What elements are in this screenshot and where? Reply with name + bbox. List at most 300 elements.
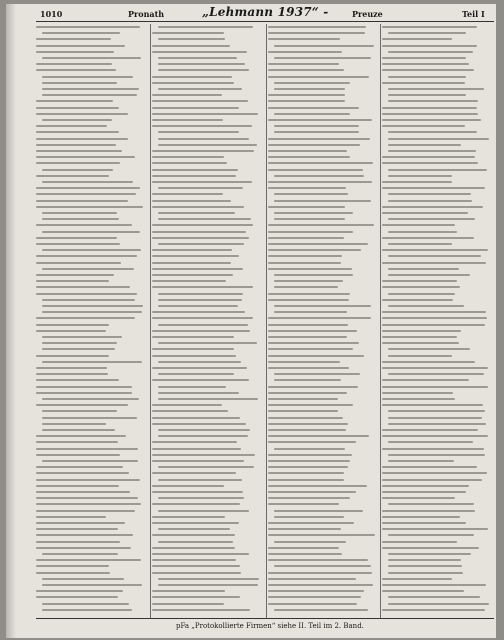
illegible-entry-line xyxy=(388,231,457,233)
illegible-entry-line xyxy=(268,355,364,357)
illegible-entry-line xyxy=(268,547,339,549)
illegible-entry-line xyxy=(382,26,477,28)
illegible-entry-line xyxy=(36,255,137,257)
illegible-entry-line xyxy=(36,373,108,375)
illegible-entry-line xyxy=(152,441,237,443)
illegible-entry-line xyxy=(388,169,487,171)
illegible-entry-line xyxy=(268,224,374,226)
illegible-entry-line xyxy=(274,379,341,381)
illegible-entry-line xyxy=(268,69,344,71)
illegible-entry-line xyxy=(268,187,346,189)
illegible-entry-line xyxy=(36,125,107,127)
illegible-entry-line xyxy=(268,460,350,462)
illegible-entry-line xyxy=(36,528,118,530)
illegible-entry-line xyxy=(388,596,480,598)
illegible-entry-line xyxy=(382,224,455,226)
illegible-entry-line xyxy=(268,590,364,592)
illegible-entry-line xyxy=(268,299,349,301)
illegible-entry-line xyxy=(268,255,342,257)
illegible-entry-line xyxy=(36,138,128,140)
illegible-entry-line xyxy=(36,286,130,288)
illegible-entry-line xyxy=(382,404,483,406)
illegible-entry-line xyxy=(42,169,113,171)
illegible-entry-line xyxy=(268,26,366,28)
illegible-entry-line xyxy=(36,565,109,567)
illegible-entry-line xyxy=(36,541,120,543)
illegible-entry-line xyxy=(274,541,346,543)
illegible-entry-line xyxy=(152,460,244,462)
header-rule xyxy=(36,21,494,22)
illegible-entry-line xyxy=(382,107,477,109)
illegible-entry-line xyxy=(268,317,371,319)
illegible-entry-line xyxy=(152,348,234,350)
illegible-entry-line xyxy=(268,485,367,487)
illegible-entry-line xyxy=(152,113,258,115)
illegible-entry-line xyxy=(274,280,343,282)
illegible-entry-line xyxy=(158,510,249,512)
illegible-entry-line xyxy=(42,348,115,350)
illegible-entry-line xyxy=(268,392,347,394)
illegible-entry-line xyxy=(268,150,347,152)
illegible-entry-line xyxy=(42,311,142,313)
illegible-entry-line xyxy=(268,138,370,140)
directory-page xyxy=(6,4,496,638)
illegible-entry-line xyxy=(36,175,109,177)
illegible-entry-line xyxy=(158,578,259,580)
illegible-entry-line xyxy=(152,107,239,109)
illegible-entry-line xyxy=(268,119,372,121)
illegible-entry-line xyxy=(274,218,345,220)
illegible-entry-line xyxy=(388,131,477,133)
binding-shadow xyxy=(6,4,16,638)
illegible-entry-line xyxy=(388,268,459,270)
illegible-entry-line xyxy=(268,466,348,468)
illegible-entry-line xyxy=(36,404,128,406)
illegible-entry-line xyxy=(268,386,358,388)
illegible-entry-line xyxy=(382,609,485,611)
illegible-entry-line xyxy=(36,131,119,133)
illegible-entry-line xyxy=(152,317,253,319)
illegible-entry-line xyxy=(388,193,471,195)
illegible-entry-line xyxy=(268,423,348,425)
illegible-entry-line xyxy=(36,38,111,40)
illegible-entry-line xyxy=(158,293,243,295)
illegible-entry-line xyxy=(388,373,484,375)
illegible-entry-line xyxy=(42,218,119,220)
illegible-entry-line xyxy=(36,503,141,505)
illegible-entry-line xyxy=(268,429,346,431)
illegible-entry-line xyxy=(36,274,114,276)
illegible-entry-line xyxy=(158,212,235,214)
illegible-entry-line xyxy=(36,379,119,381)
illegible-entry-line xyxy=(388,410,485,412)
illegible-entry-line xyxy=(382,237,474,239)
illegible-entry-line xyxy=(382,379,469,381)
illegible-entry-line xyxy=(274,516,344,518)
illegible-entry-line xyxy=(36,224,132,226)
illegible-entry-line xyxy=(382,528,488,530)
illegible-entry-line xyxy=(36,435,126,437)
illegible-entry-line xyxy=(382,541,457,543)
illegible-entry-line xyxy=(36,479,140,481)
illegible-entry-line xyxy=(158,361,241,363)
illegible-entry-line xyxy=(36,262,121,264)
illegible-entry-line xyxy=(152,603,224,605)
illegible-entry-line xyxy=(382,45,477,47)
illegible-entry-line xyxy=(268,497,350,499)
illegible-entry-line xyxy=(152,547,235,549)
illegible-entry-line xyxy=(42,423,106,425)
illegible-entry-line xyxy=(152,45,230,47)
illegible-entry-line xyxy=(268,578,356,580)
illegible-entry-line xyxy=(152,286,253,288)
illegible-entry-line xyxy=(36,497,138,499)
illegible-entry-line xyxy=(268,553,342,555)
illegible-entry-line xyxy=(36,466,123,468)
illegible-entry-line xyxy=(42,249,141,251)
illegible-entry-line xyxy=(388,100,478,102)
illegible-entry-line xyxy=(36,572,110,574)
header-left-keyword: Pronath xyxy=(128,9,165,19)
illegible-entry-line xyxy=(36,472,129,474)
illegible-entry-line xyxy=(42,553,118,555)
illegible-entry-line xyxy=(36,367,107,369)
illegible-entry-line xyxy=(158,584,258,586)
column-2 xyxy=(152,24,264,618)
illegible-entry-line xyxy=(268,559,368,561)
footer-note: pFa „Protokollierte Firmen“ siehe II. Teil im 2. Band. xyxy=(176,622,364,630)
illegible-entry-line xyxy=(382,491,466,493)
illegible-entry-line xyxy=(36,51,114,53)
illegible-entry-line xyxy=(36,355,109,357)
illegible-entry-line xyxy=(36,454,120,456)
illegible-entry-line xyxy=(382,262,486,264)
illegible-entry-line xyxy=(42,268,134,270)
illegible-entry-line xyxy=(388,218,475,220)
illegible-entry-line xyxy=(268,32,365,34)
illegible-entry-line xyxy=(274,131,359,133)
illegible-entry-line xyxy=(42,57,141,59)
directory-columns xyxy=(36,24,494,618)
illegible-entry-line xyxy=(158,435,248,437)
illegible-entry-line xyxy=(382,330,461,332)
illegible-entry-line xyxy=(268,243,368,245)
illegible-entry-line xyxy=(158,466,254,468)
illegible-entry-line xyxy=(36,113,128,115)
illegible-entry-line xyxy=(268,404,353,406)
illegible-entry-line xyxy=(382,69,474,71)
illegible-entry-line xyxy=(388,559,461,561)
illegible-entry-line xyxy=(158,429,250,431)
illegible-entry-line xyxy=(152,231,246,233)
illegible-entry-line xyxy=(158,63,245,65)
illegible-entry-line xyxy=(36,100,113,102)
illegible-entry-line xyxy=(36,193,136,195)
illegible-entry-line xyxy=(42,429,115,431)
illegible-entry-line xyxy=(388,503,474,505)
illegible-entry-line xyxy=(158,187,243,189)
illegible-entry-line xyxy=(152,76,232,78)
illegible-entry-line xyxy=(382,125,465,127)
illegible-entry-line xyxy=(36,516,106,518)
illegible-entry-line xyxy=(268,528,341,530)
illegible-entry-line xyxy=(382,547,479,549)
illegible-entry-line xyxy=(382,38,452,40)
illegible-entry-line xyxy=(36,107,119,109)
illegible-entry-line xyxy=(152,516,225,518)
illegible-entry-line xyxy=(152,150,254,152)
illegible-entry-line xyxy=(388,305,464,307)
illegible-entry-line xyxy=(152,262,231,264)
illegible-entry-line xyxy=(274,113,350,115)
illegible-entry-line xyxy=(268,441,356,443)
illegible-entry-line xyxy=(382,386,488,388)
header-right-keyword: Preuze xyxy=(352,9,383,19)
illegible-entry-line xyxy=(36,510,135,512)
illegible-entry-line xyxy=(382,398,455,400)
illegible-entry-line xyxy=(268,472,344,474)
illegible-entry-line xyxy=(158,88,242,90)
illegible-entry-line xyxy=(388,553,471,555)
illegible-entry-line xyxy=(36,69,116,71)
illegible-entry-line xyxy=(274,125,359,127)
illegible-entry-line xyxy=(36,45,125,47)
illegible-entry-line xyxy=(274,212,353,214)
illegible-entry-line xyxy=(274,45,374,47)
illegible-entry-line xyxy=(274,88,345,90)
illegible-entry-line xyxy=(268,206,345,208)
illegible-entry-line xyxy=(382,472,487,474)
illegible-entry-line xyxy=(388,32,466,34)
illegible-entry-line xyxy=(152,491,243,493)
illegible-entry-line xyxy=(268,361,340,363)
illegible-entry-line xyxy=(268,324,348,326)
illegible-entry-line xyxy=(158,479,242,481)
illegible-entry-line xyxy=(42,305,143,307)
illegible-entry-line xyxy=(268,63,339,65)
illegible-entry-line xyxy=(42,231,140,233)
illegible-entry-line xyxy=(152,311,245,313)
illegible-entry-line xyxy=(42,32,120,34)
illegible-entry-line xyxy=(36,491,130,493)
illegible-entry-line xyxy=(36,200,128,202)
illegible-entry-line xyxy=(382,249,488,251)
illegible-entry-line xyxy=(382,206,483,208)
illegible-entry-line xyxy=(36,324,109,326)
illegible-entry-line xyxy=(268,596,361,598)
page-header xyxy=(6,4,496,26)
illegible-entry-line xyxy=(152,100,248,102)
illegible-entry-line xyxy=(42,299,135,301)
illegible-entry-line xyxy=(36,448,138,450)
illegible-entry-line xyxy=(382,485,469,487)
illegible-entry-line xyxy=(382,286,460,288)
illegible-entry-line xyxy=(36,26,140,28)
illegible-entry-line xyxy=(36,596,118,598)
illegible-entry-line xyxy=(158,386,226,388)
illegible-entry-line xyxy=(152,534,235,536)
illegible-entry-line xyxy=(152,590,225,592)
illegible-entry-line xyxy=(36,547,131,549)
illegible-entry-line xyxy=(382,590,464,592)
illegible-entry-line xyxy=(388,51,473,53)
page-number: 1010 xyxy=(40,9,63,19)
illegible-entry-line xyxy=(158,69,249,71)
illegible-entry-line xyxy=(274,510,363,512)
illegible-entry-line xyxy=(382,435,488,437)
illegible-entry-line xyxy=(388,565,462,567)
illegible-entry-line xyxy=(152,367,247,369)
illegible-entry-line xyxy=(42,361,142,363)
column-divider xyxy=(380,24,381,618)
header-title: „Lehmann 1937“ - xyxy=(202,5,329,19)
illegible-entry-line xyxy=(388,603,489,605)
illegible-entry-line xyxy=(36,280,109,282)
illegible-entry-line xyxy=(42,460,138,462)
illegible-entry-line xyxy=(382,336,457,338)
illegible-entry-line xyxy=(268,38,340,40)
illegible-entry-line xyxy=(388,293,455,295)
illegible-entry-line xyxy=(152,336,234,338)
illegible-entry-line xyxy=(152,94,222,96)
illegible-entry-line xyxy=(388,243,452,245)
illegible-entry-line xyxy=(388,76,466,78)
illegible-entry-line xyxy=(42,119,112,121)
illegible-entry-line xyxy=(152,255,239,257)
illegible-entry-line xyxy=(388,94,466,96)
illegible-entry-line xyxy=(382,187,485,189)
illegible-entry-line xyxy=(388,348,470,350)
illegible-entry-line xyxy=(388,144,461,146)
illegible-entry-line xyxy=(388,138,489,140)
illegible-entry-line xyxy=(36,317,135,319)
illegible-entry-line xyxy=(152,82,234,84)
illegible-entry-line xyxy=(382,57,466,59)
illegible-entry-line xyxy=(152,559,236,561)
illegible-entry-line xyxy=(382,212,468,214)
column-4 xyxy=(382,24,494,618)
column-divider xyxy=(150,24,151,618)
header-volume: Teil I xyxy=(462,9,485,19)
illegible-entry-line xyxy=(158,144,257,146)
illegible-entry-line xyxy=(268,342,359,344)
illegible-entry-line xyxy=(382,156,475,158)
illegible-entry-line xyxy=(42,410,117,412)
illegible-entry-line xyxy=(382,497,455,499)
illegible-entry-line xyxy=(268,268,352,270)
illegible-entry-line xyxy=(152,355,236,357)
illegible-entry-line xyxy=(382,361,475,363)
illegible-entry-line xyxy=(274,448,345,450)
illegible-entry-line xyxy=(152,572,241,574)
illegible-entry-line xyxy=(388,88,484,90)
illegible-entry-line xyxy=(268,522,354,524)
illegible-entry-line xyxy=(382,516,460,518)
illegible-entry-line xyxy=(152,485,224,487)
illegible-entry-line xyxy=(382,392,453,394)
illegible-entry-line xyxy=(268,435,369,437)
illegible-entry-line xyxy=(388,460,454,462)
illegible-entry-line xyxy=(42,609,132,611)
illegible-entry-line xyxy=(382,119,481,121)
illegible-entry-line xyxy=(158,218,251,220)
illegible-entry-line xyxy=(274,311,347,313)
illegible-entry-line xyxy=(382,522,466,524)
illegible-entry-line xyxy=(36,144,116,146)
illegible-entry-line xyxy=(268,348,353,350)
illegible-entry-line xyxy=(42,94,137,96)
illegible-entry-line xyxy=(152,454,255,456)
illegible-entry-line xyxy=(268,162,373,164)
illegible-entry-line xyxy=(268,454,352,456)
illegible-entry-line xyxy=(36,187,140,189)
illegible-entry-line xyxy=(268,603,357,605)
illegible-entry-line xyxy=(152,224,253,226)
illegible-entry-line xyxy=(152,274,233,276)
illegible-entry-line xyxy=(268,107,359,109)
illegible-entry-line xyxy=(36,156,135,158)
illegible-entry-line xyxy=(42,336,122,338)
illegible-entry-line xyxy=(382,578,452,580)
illegible-entry-line xyxy=(158,243,244,245)
illegible-entry-line xyxy=(152,553,249,555)
illegible-entry-line xyxy=(42,342,117,344)
illegible-entry-line xyxy=(36,392,132,394)
illegible-entry-line xyxy=(388,255,481,257)
illegible-entry-line xyxy=(152,609,250,611)
illegible-entry-line xyxy=(268,249,361,251)
illegible-entry-line xyxy=(36,441,118,443)
illegible-entry-line xyxy=(158,138,249,140)
column-1 xyxy=(36,24,148,618)
illegible-entry-line xyxy=(36,243,120,245)
illegible-entry-line xyxy=(36,63,112,65)
illegible-entry-line xyxy=(268,398,338,400)
illegible-entry-line xyxy=(152,193,223,195)
illegible-entry-line xyxy=(36,293,137,295)
illegible-entry-line xyxy=(268,262,341,264)
illegible-entry-line xyxy=(268,491,356,493)
illegible-entry-line xyxy=(158,57,237,59)
illegible-entry-line xyxy=(42,82,117,84)
illegible-entry-line xyxy=(42,212,117,214)
illegible-entry-line xyxy=(274,274,353,276)
illegible-entry-line xyxy=(274,82,350,84)
illegible-entry-line xyxy=(382,466,477,468)
illegible-entry-line xyxy=(268,144,360,146)
illegible-entry-line xyxy=(152,596,240,598)
illegible-entry-line xyxy=(152,423,246,425)
illegible-entry-line xyxy=(268,336,347,338)
illegible-entry-line xyxy=(382,510,475,512)
illegible-entry-line xyxy=(274,373,360,375)
illegible-entry-line xyxy=(268,169,363,171)
illegible-entry-line xyxy=(158,373,234,375)
illegible-entry-line xyxy=(152,417,240,419)
illegible-entry-line xyxy=(274,200,371,202)
illegible-entry-line xyxy=(274,565,371,567)
illegible-entry-line xyxy=(36,534,133,536)
illegible-entry-line xyxy=(152,404,222,406)
illegible-entry-line xyxy=(42,584,142,586)
illegible-entry-line xyxy=(158,342,257,344)
illegible-entry-line xyxy=(42,88,139,90)
illegible-entry-line xyxy=(158,26,253,28)
illegible-entry-line xyxy=(274,57,371,59)
illegible-entry-line xyxy=(268,237,344,239)
illegible-entry-line xyxy=(268,534,375,536)
illegible-entry-line xyxy=(382,367,488,369)
